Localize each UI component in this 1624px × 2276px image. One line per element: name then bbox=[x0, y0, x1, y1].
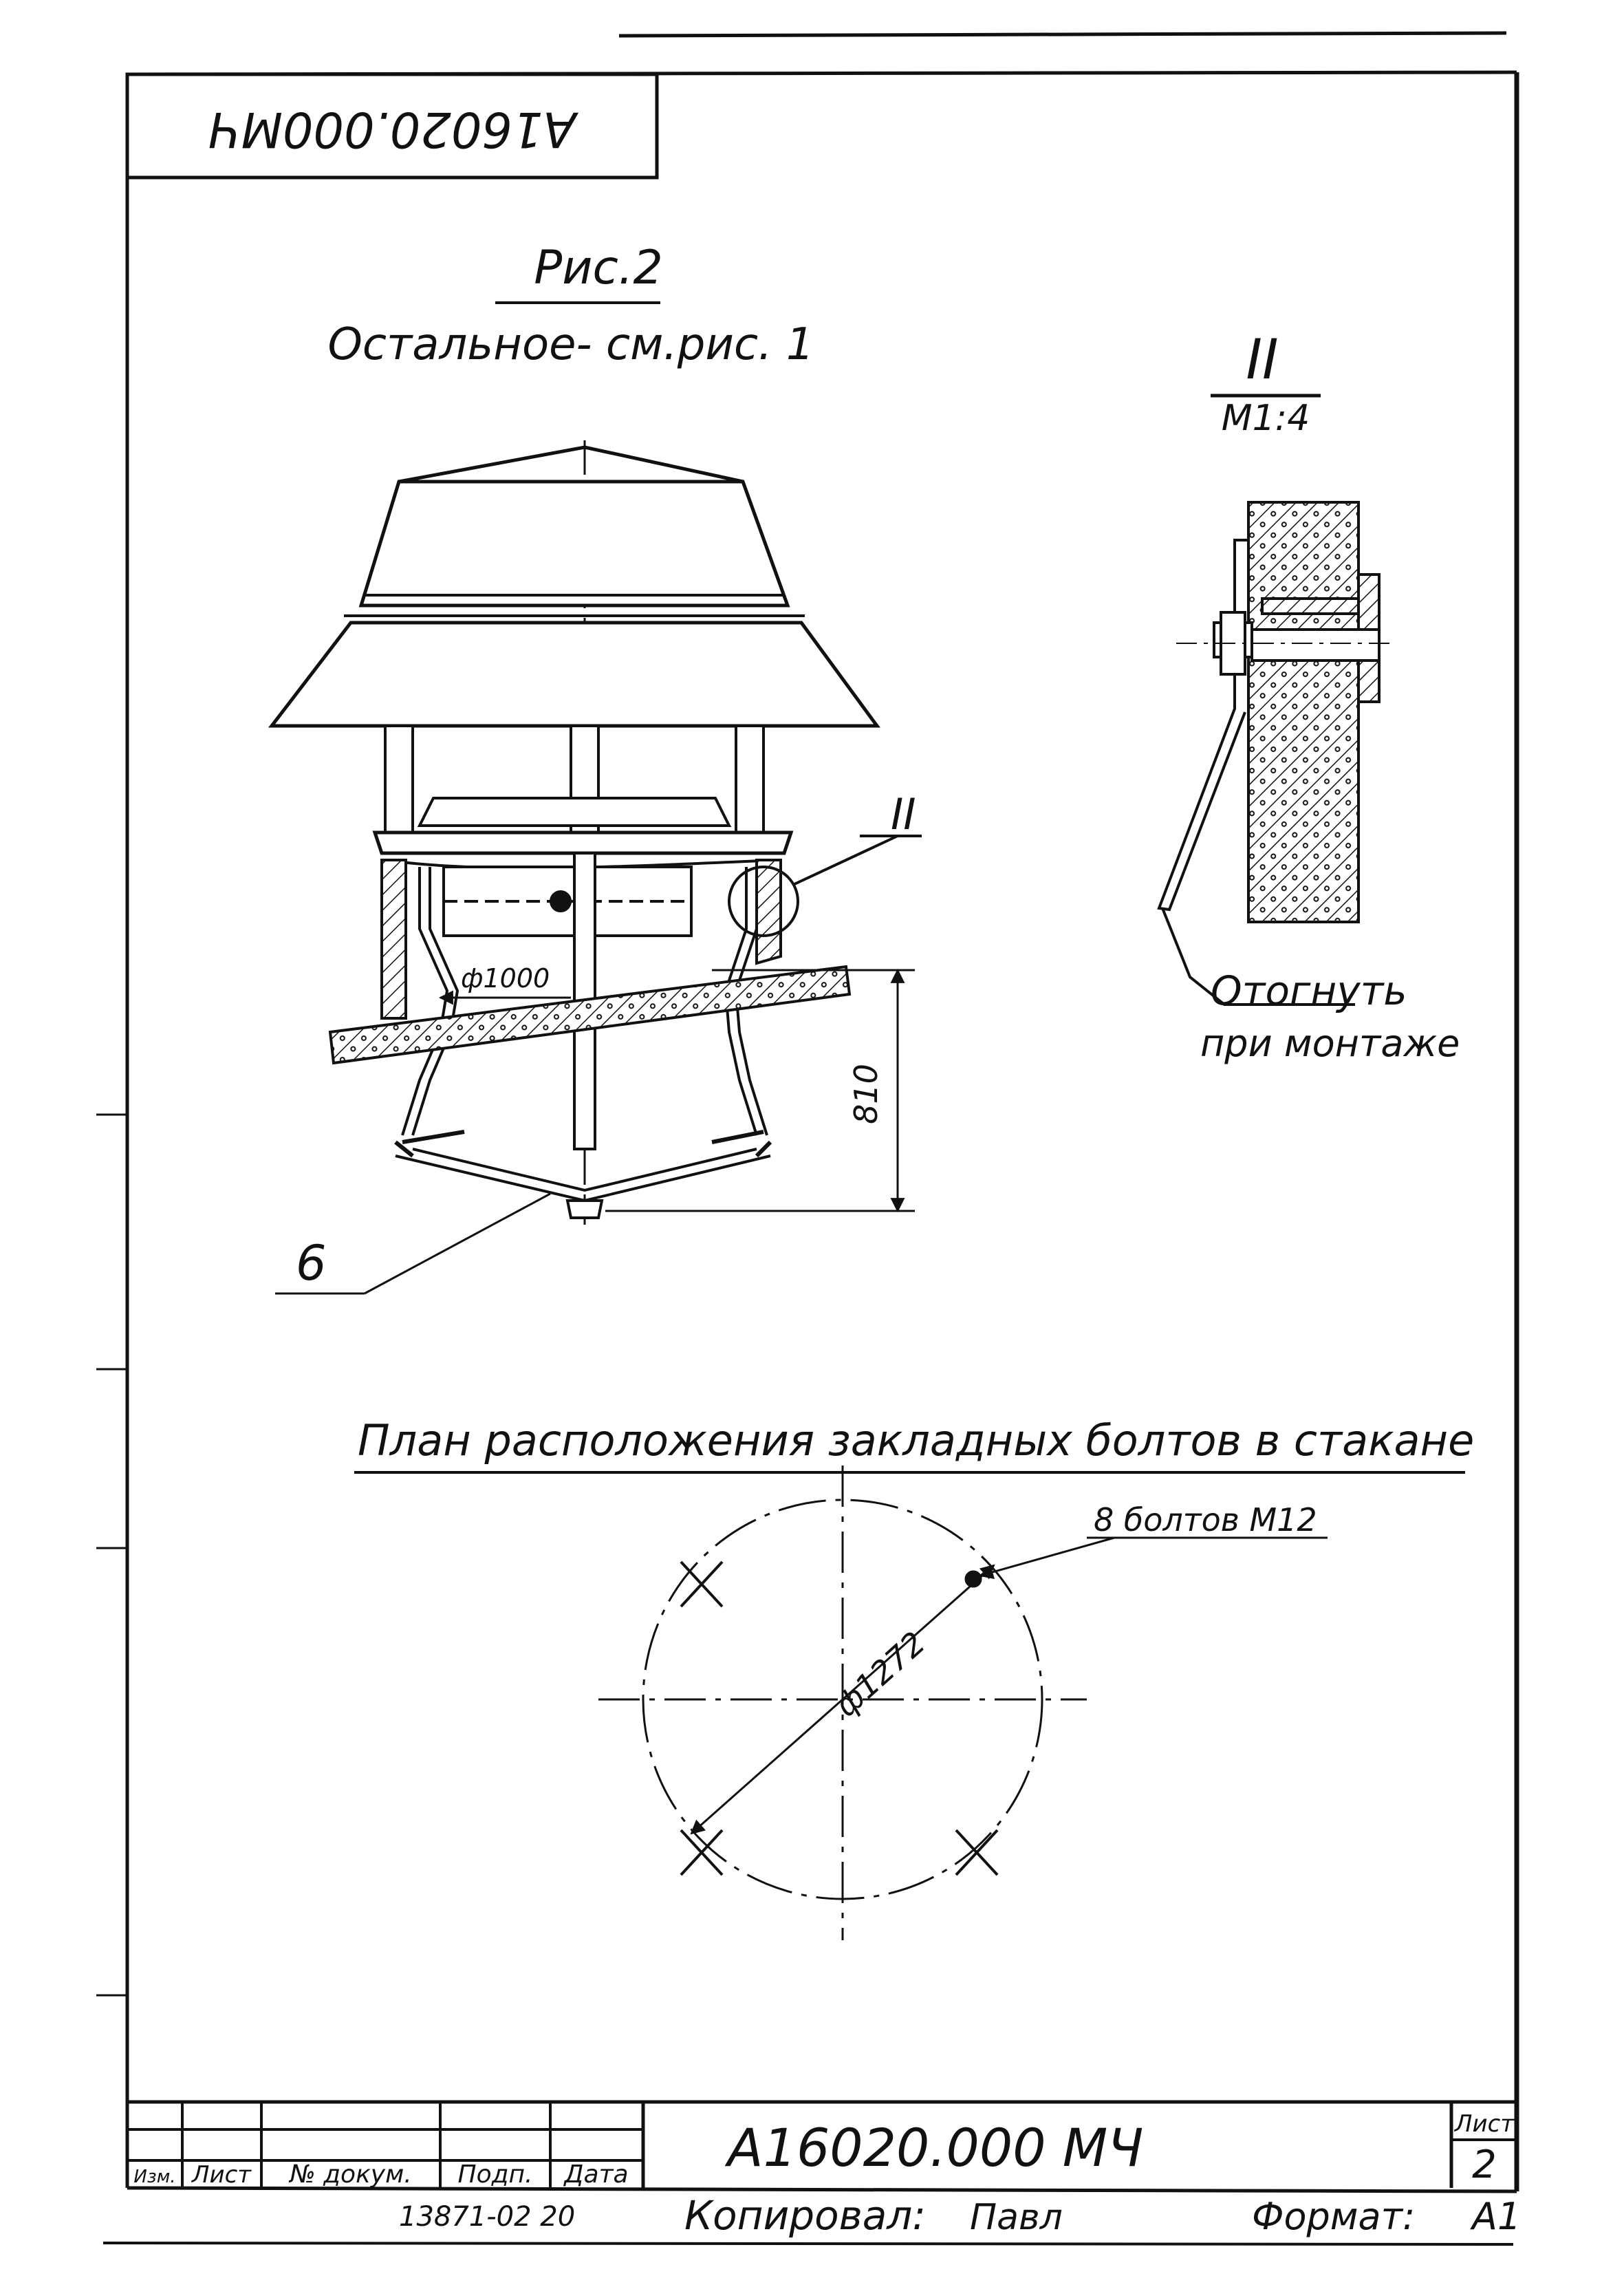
tb-sheet-label: Лист bbox=[1454, 2110, 1515, 2138]
tb-col-data: Дата bbox=[564, 2160, 629, 2189]
tb-copied-signature: Павл bbox=[970, 2197, 1063, 2238]
tb-sheet-number: 2 bbox=[1472, 2143, 1497, 2187]
tb-format-label: Формат: bbox=[1252, 2195, 1416, 2238]
top-stamp bbox=[127, 74, 657, 178]
dimension-diameter-1000: ф1000 bbox=[461, 963, 550, 994]
detail-label: II bbox=[1246, 328, 1279, 391]
tb-col-list: Лист bbox=[191, 2161, 252, 2189]
plan-title: План расположения закладных болтов в стакане bbox=[358, 1415, 1475, 1466]
plan-bolts-label: 8 болтов М12 bbox=[1094, 1501, 1317, 1538]
detail-note-mounting: при монтаже bbox=[1200, 1022, 1460, 1065]
plan-diameter-label: ф1272 bbox=[827, 1624, 933, 1724]
margin-ticks bbox=[96, 1115, 127, 1995]
tb-doc-number: А16020.000 МЧ bbox=[727, 2117, 1144, 2178]
detail-scale: М1:4 bbox=[1221, 398, 1310, 439]
dimension-height-810: 810 bbox=[847, 1064, 885, 1124]
tb-col-izm: Изм. bbox=[133, 2167, 176, 2187]
detail-note-bend: Отогнуть bbox=[1211, 967, 1407, 1014]
figure-title: Рис.2 bbox=[534, 241, 663, 295]
tb-footer-code: 13871-02 20 bbox=[399, 2201, 576, 2233]
detail-section bbox=[1159, 502, 1396, 1005]
tb-format-value: А1 bbox=[1472, 2195, 1522, 2238]
stamp-top-text: А16020.000МЧ bbox=[208, 100, 576, 158]
tb-col-podp: Подп. bbox=[457, 2160, 533, 2189]
tb-col-ndoc: № докум. bbox=[290, 2160, 412, 2189]
deflector-elevation bbox=[272, 440, 922, 1225]
callout-part-6: 6 bbox=[296, 1235, 327, 1291]
figure-note: Остальное- см.рис. 1 bbox=[327, 319, 814, 370]
detail-callout-II: II bbox=[891, 789, 916, 839]
tb-copied-label: Копировал: bbox=[684, 2192, 926, 2239]
